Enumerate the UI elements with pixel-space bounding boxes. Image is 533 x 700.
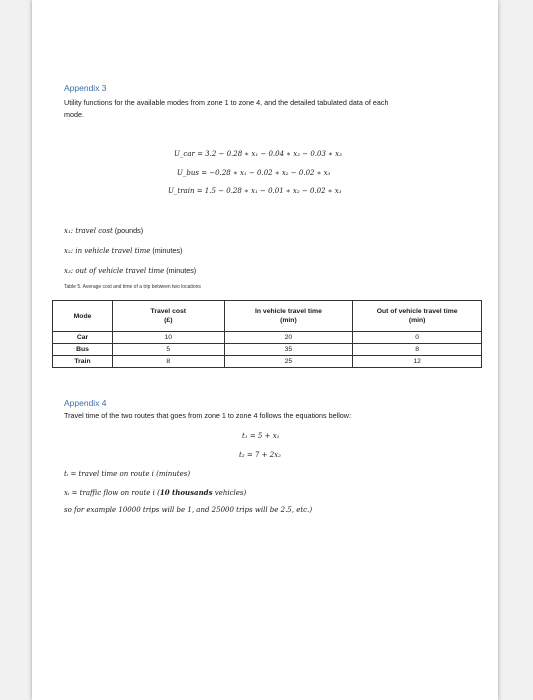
table-cell: 35: [224, 344, 353, 356]
table-row: [53, 344, 482, 356]
table-cell: 20: [224, 332, 353, 344]
table-cell: Car: [53, 332, 113, 344]
travel-time-definition: tᵢ = travel time on route i (minutes): [64, 470, 191, 478]
appendix-3-intro-line-2: mode.: [64, 110, 84, 119]
table-cell: Train: [53, 356, 113, 368]
document-page: [32, 0, 498, 700]
flow-example-note: so for example 10000 trips will be 1, and 25000 trips will be 2.5, etc.): [64, 506, 313, 514]
table-cell: 8: [113, 356, 225, 368]
column-header-travel-cost: Travel cost (£): [113, 301, 225, 332]
table-row: [53, 332, 482, 344]
route-2-equation: t₂ = 7 + 2x₂: [239, 451, 281, 459]
appendix-3-intro-line-1: Utility functions for the available modes from zone 1 to zone 4, and the detailed tabulated data of each: [64, 98, 389, 107]
table-cell: 10: [113, 332, 225, 344]
table-cell: 0: [353, 332, 482, 344]
table-header-row: [53, 301, 482, 332]
table-cell: Bus: [53, 344, 113, 356]
table-cell: 5: [113, 344, 225, 356]
table-cell: 25: [224, 356, 353, 368]
table-cell: 8: [353, 344, 482, 356]
appendix-4-intro: Travel time of the two routes that goes from zone 1 to zone 4 follows the equations bellow:: [64, 411, 351, 420]
viewer-background-left: [0, 0, 32, 700]
utility-equation-bus: U_bus = −0.28 ∗ x₁ − 0.02 ∗ x₂ − 0.02 ∗ x₃: [177, 169, 331, 177]
traffic-flow-unit-emphasis: 10 thousands: [159, 488, 213, 497]
table-row: [53, 356, 482, 368]
trip-data-table: [52, 300, 482, 368]
variable-x2-definition: [64, 246, 182, 255]
variable-x1-definition: [64, 226, 143, 235]
variable-x3-symbol: x₃: out of vehicle travel time: [64, 267, 165, 275]
table-cell: 12: [353, 356, 482, 368]
column-header-in-vehicle-time: In vehicle travel time (min): [224, 301, 353, 332]
variable-x1-symbol: x₁: travel cost: [64, 227, 113, 235]
utility-equation-car: U_car = 3.2 − 0.28 ∗ x₁ − 0.04 ∗ x₂ − 0.03 ∗ x₃: [174, 150, 342, 158]
appendix-4-heading: Appendix 4: [64, 398, 107, 408]
column-header-mode: Mode: [53, 301, 113, 332]
table-caption: Table 5. Average cost and time of a trip between two locations: [64, 284, 201, 290]
column-header-out-of-vehicle-time: Out of vehicle travel time (min): [353, 301, 482, 332]
variable-x2-symbol: x₂: in vehicle travel time: [64, 247, 151, 255]
variable-x3-unit: (minutes): [166, 266, 197, 275]
route-1-equation: t₁ = 5 + x₁: [242, 432, 280, 440]
variable-x1-unit: (pounds): [114, 226, 144, 235]
viewer-background-right: [498, 0, 533, 700]
appendix-3-heading: Appendix 3: [64, 83, 107, 93]
variable-x2-unit: (minutes): [152, 246, 183, 255]
variable-x3-definition: [64, 266, 196, 275]
traffic-flow-definition: xᵢ = traffic flow on route i (10 thousands vehicles): [64, 488, 247, 497]
utility-equation-train: U_train = 1.5 − 0.28 ∗ x₁ − 0.01 ∗ x₂ − 0.02 ∗ x₃: [168, 187, 342, 195]
